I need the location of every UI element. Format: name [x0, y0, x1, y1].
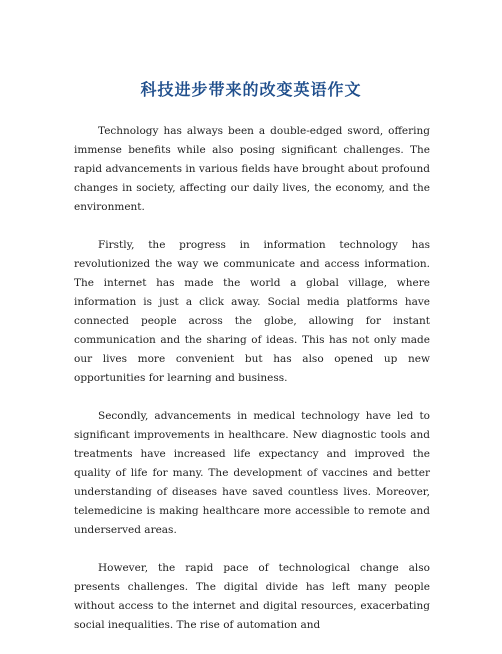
document-title: 科技进步带来的改变英语作文	[140, 80, 362, 99]
document-body	[74, 122, 430, 654]
paragraph-intro: Technology has always been a double-edged sword, offering immense benefits while also posing significant challenges. The rapid advancements in various fields have brought about profound changes in society, affecting our daily lives, the economy, and the environment.	[74, 125, 430, 213]
paragraph-information-technology: Firstly, the progress in information technology has revolutionized the way we communicate and access information. The internet has made the world a global village, where information is just a click away. Social media platforms have connected people across the globe, allowing for instant communication and the sharing of ideas. This has not only made our lives more convenient but has also opened up new opportunities for learning and business.	[74, 239, 430, 384]
paragraph-medical-technology: Secondly, advancements in medical technology have led to significant improvements in healthcare. New diagnostic tools and treatments have increased life expectancy and improved the quality of life for many. The development of vaccines and better understanding of diseases have saved countless lives. Moreover, telemedicine is making healthcare more accessible to remote and underserved areas.	[74, 410, 430, 536]
paragraph-challenges: However, the rapid pace of technological change also presents challenges. The digital divide has left many people without access to the internet and digital resources, exacerbating social inequalities. The rise of automation and	[74, 562, 430, 631]
